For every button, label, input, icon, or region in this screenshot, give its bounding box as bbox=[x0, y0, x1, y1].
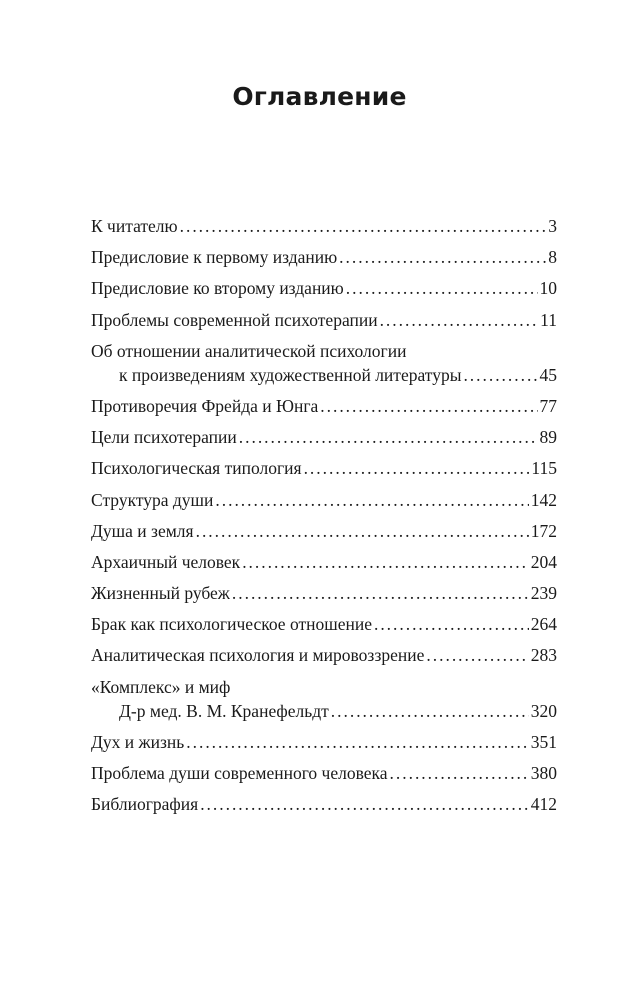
dot-leader bbox=[320, 394, 537, 418]
table-of-contents bbox=[91, 214, 557, 823]
dot-leader bbox=[463, 363, 537, 387]
toc-entry[interactable] bbox=[91, 761, 557, 785]
page-title: Оглавление bbox=[232, 82, 407, 111]
toc-page-number: 77 bbox=[539, 395, 557, 416]
toc-entry-title: Об отношении аналитической психологии bbox=[91, 340, 407, 361]
toc-entry[interactable] bbox=[91, 339, 557, 387]
toc-entry[interactable] bbox=[91, 308, 557, 332]
toc-page-number: 204 bbox=[530, 551, 557, 572]
toc-entry-title: Структура души bbox=[91, 489, 214, 510]
toc-page-number: 11 bbox=[540, 309, 557, 330]
toc-page-number: 351 bbox=[530, 731, 557, 752]
toc-page-number: 380 bbox=[530, 763, 557, 783]
toc-entry[interactable] bbox=[91, 792, 557, 816]
toc-entry-title: Дух и жизнь bbox=[91, 731, 185, 752]
dot-leader bbox=[374, 612, 529, 636]
toc-entry-title: Проблема души современного человека bbox=[91, 763, 388, 783]
dot-leader bbox=[200, 792, 529, 816]
toc-entry-title: К читателю bbox=[91, 216, 178, 236]
toc-entry[interactable] bbox=[91, 425, 557, 449]
toc-entry[interactable] bbox=[91, 675, 557, 723]
toc-entry[interactable] bbox=[91, 550, 557, 574]
toc-entry[interactable] bbox=[91, 643, 557, 667]
toc-page-number: 142 bbox=[530, 489, 557, 510]
toc-entry-subtitle: к произведениям художественной литературы bbox=[119, 364, 462, 385]
toc-entry[interactable] bbox=[91, 581, 557, 605]
toc-page-number: 172 bbox=[530, 520, 557, 541]
toc-entry[interactable] bbox=[91, 730, 557, 754]
dot-leader bbox=[390, 761, 529, 785]
dot-leader bbox=[331, 699, 529, 723]
toc-entry-title: Аналитическая психология и мировоззрение bbox=[91, 645, 425, 666]
toc-entry[interactable] bbox=[91, 488, 557, 512]
toc-entry[interactable] bbox=[91, 214, 557, 238]
dot-leader bbox=[239, 425, 538, 449]
toc-entry[interactable] bbox=[91, 276, 557, 300]
dot-leader bbox=[380, 308, 539, 332]
toc-entry-title: Предисловие к первому изданию bbox=[91, 247, 338, 268]
dot-leader bbox=[180, 214, 547, 238]
toc-page-number: 320 bbox=[530, 700, 557, 721]
toc-page-number: 89 bbox=[539, 427, 557, 448]
toc-entry[interactable] bbox=[91, 519, 557, 543]
dot-leader bbox=[242, 550, 529, 574]
dot-leader bbox=[186, 730, 528, 754]
toc-page-number: 10 bbox=[539, 278, 557, 299]
toc-entry-title: Архаичный человек bbox=[91, 551, 241, 572]
dot-leader bbox=[339, 245, 546, 269]
dot-leader bbox=[304, 456, 530, 480]
toc-page-number: 283 bbox=[530, 645, 557, 666]
toc-entry-title: Жизненный рубеж bbox=[91, 583, 230, 604]
toc-page-number: 8 bbox=[548, 247, 557, 268]
toc-entry[interactable] bbox=[91, 456, 557, 480]
dot-leader bbox=[346, 276, 538, 300]
toc-page-number: 3 bbox=[548, 216, 557, 236]
dot-leader bbox=[196, 519, 529, 543]
toc-entry-title: «Комплекс» и миф bbox=[91, 676, 231, 697]
toc-entry-title: Предисловие ко второму изданию bbox=[91, 278, 344, 299]
dot-leader bbox=[215, 488, 528, 512]
toc-entry-title: Проблемы современной психотерапии bbox=[91, 309, 378, 330]
toc-entry-title: Противоречия Фрейда и Юнга bbox=[91, 395, 319, 416]
toc-entry[interactable] bbox=[91, 394, 557, 418]
dot-leader bbox=[426, 643, 528, 667]
toc-entry-title: Библиография bbox=[91, 794, 199, 815]
toc-page-number: 115 bbox=[531, 458, 557, 479]
toc-entry[interactable] bbox=[91, 245, 557, 269]
toc-entry-subtitle: Д-р мед. В. М. Кранефельдт bbox=[119, 700, 329, 721]
dot-leader bbox=[232, 581, 529, 605]
toc-entry-title: Психологическая типология bbox=[91, 458, 302, 479]
toc-entry[interactable] bbox=[91, 612, 557, 636]
toc-page-number: 264 bbox=[530, 614, 557, 635]
toc-entry-title: Цели психотерапии bbox=[91, 427, 237, 448]
toc-page-number: 45 bbox=[539, 364, 557, 385]
toc-page-number: 412 bbox=[530, 794, 557, 815]
toc-page-number: 239 bbox=[530, 583, 557, 604]
toc-entry-title: Душа и земля bbox=[91, 520, 194, 541]
toc-entry-title: Брак как психологическое отношение bbox=[91, 614, 372, 635]
